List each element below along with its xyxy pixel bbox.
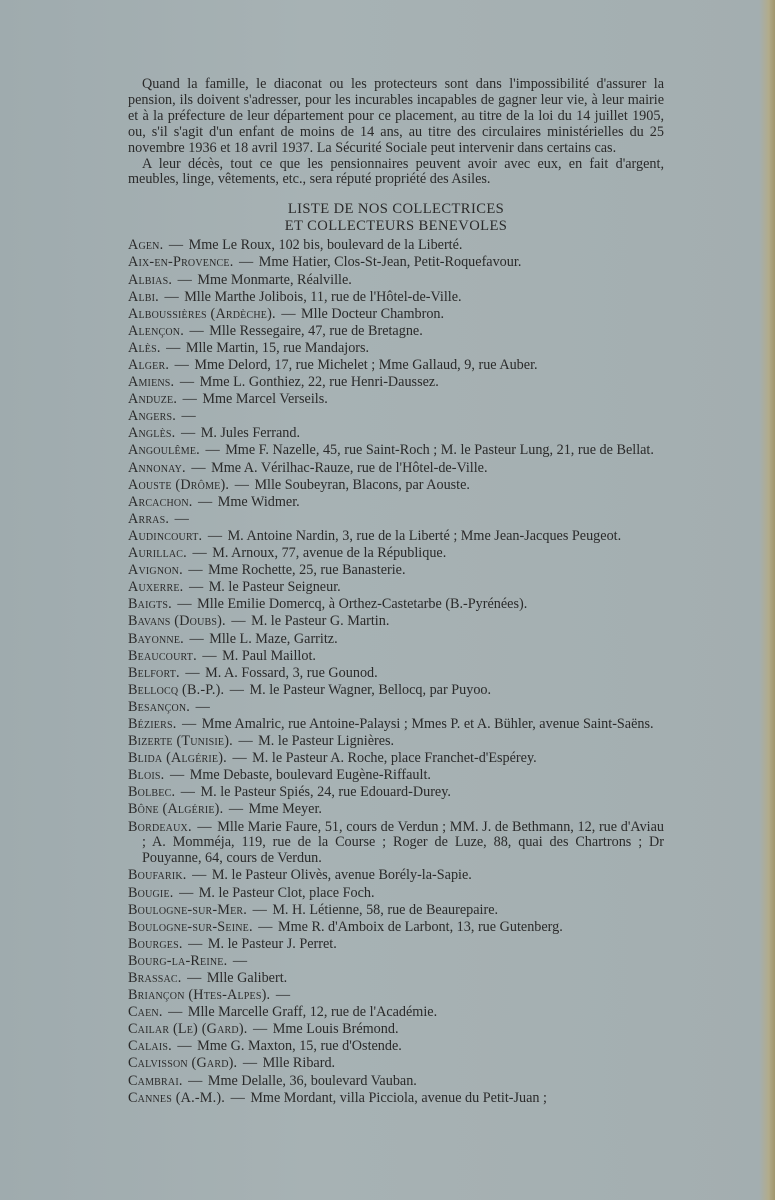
entry-city: Aouste (Drôme). [128, 476, 230, 493]
entry-city: Alès. [128, 339, 161, 356]
entry-text: Mme L. Gonthiez, 22, rue Henri-Daussez. [199, 374, 439, 391]
entry-text: Mme A. Vérilhac-Rauze, rue de l'Hôtel-de-Ville. [211, 459, 488, 476]
entry-text: Mme Amalric, rue Antoine-Palaysi ; Mmes P. et A. Bühler, avenue Saint-Saëns. [201, 715, 654, 732]
entry-city: Blida (Algérie). [128, 750, 227, 767]
entry-city: Anglès. [128, 425, 176, 442]
list-item [128, 1056, 664, 1072]
entry-separator: — [174, 510, 189, 527]
entry-city: Arcachon. [128, 493, 193, 510]
list-item [128, 324, 664, 340]
entry-text: Mme F. Nazelle, 45, rue Saint-Roch ; M. le Pasteur Lung, 21, rue de Bellat. [225, 442, 654, 459]
entry-separator: — [166, 339, 181, 356]
entry-separator: — [188, 562, 203, 579]
entry-separator: — [258, 918, 273, 935]
entry-text: Mme R. d'Amboix de Larbont, 13, rue Gutenberg. [277, 918, 563, 935]
entry-city: Besançon. [128, 698, 191, 715]
entry-city: Albias. [128, 271, 173, 288]
entry-separator: — [180, 784, 195, 801]
list-item [128, 802, 664, 818]
entry-city: Boulogne-sur-Mer. [128, 901, 248, 918]
list-item [128, 1074, 664, 1090]
entry-separator: — [179, 884, 194, 901]
entry-separator: — [281, 305, 296, 322]
entry-text: Mme Delord, 17, rue Michelet ; Mme Gallaud, 9, rue Auber. [194, 357, 538, 373]
list-item [128, 392, 664, 408]
entry-city: Bordeaux. [128, 818, 192, 835]
list-item [128, 649, 664, 665]
list-item [128, 614, 664, 630]
entry-text: M. le Pasteur A. Roche, place Franchet-d'Espérey. [252, 750, 537, 767]
list-item [128, 580, 664, 596]
entry-separator: — [179, 374, 195, 391]
entry-text: M. H. Létienne, 58, rue de Beaurepaire. [272, 901, 499, 918]
entry-city: Amiens. [128, 374, 175, 391]
list-item [128, 1005, 664, 1021]
list-item [128, 734, 664, 750]
entry-separator: — [189, 630, 204, 647]
list-item [128, 512, 664, 528]
entry-text: M. le Pasteur J. Perret. [207, 935, 337, 952]
entry-separator: — [198, 493, 213, 510]
entry-text: M. le Pasteur Seigneur. [208, 579, 341, 596]
entry-text: M. Antoine Nardin, 3, rue de la Liberté ; Mme Jean-Jacques Peugeot. [227, 527, 622, 544]
entry-separator: — [189, 322, 204, 339]
page-content [128, 77, 664, 1108]
entry-text: Mme G. Maxton, 15, rue d'Ostende. [197, 1038, 402, 1055]
list-item [128, 597, 664, 613]
list-item [128, 903, 664, 919]
list-item [128, 868, 664, 884]
list-item [128, 632, 664, 648]
entry-text: M. Arnoux, 77, avenue de la République. [212, 545, 447, 562]
entry-separator: — [188, 935, 203, 952]
entry-city: Bellocq (B.-P.). [128, 681, 225, 698]
entry-city: Bolbec. [128, 784, 176, 801]
entry-separator: — [192, 867, 207, 884]
list-item [128, 971, 664, 987]
entry-city: Arras. [128, 510, 170, 527]
entry-city: Boulogne-sur-Seine. [128, 918, 253, 935]
list-item [128, 1039, 664, 1055]
list-item [128, 700, 664, 716]
entry-separator: — [188, 1072, 203, 1089]
entry-separator: — [234, 476, 249, 493]
entry-text: M. le Pasteur G. Martin. [251, 613, 390, 630]
entry-text: Mme Meyer. [248, 801, 322, 818]
entry-city: Calais. [128, 1038, 172, 1055]
entry-city: Bizerte (Tunisie). [128, 733, 233, 750]
entry-separator: — [181, 408, 196, 425]
entry-city: Alger. [128, 357, 170, 373]
entry-text: Mme Rochette, 25, rue Banasterie. [208, 562, 406, 579]
list-item [128, 988, 664, 1004]
entry-separator: — [191, 459, 206, 476]
entry-separator: — [164, 288, 179, 305]
list-item [128, 666, 664, 682]
entry-separator: — [202, 647, 217, 664]
entry-city: Audincourt. [128, 527, 203, 544]
entry-separator: — [252, 901, 267, 918]
entry-text: Mlle Emilie Domercq, à Orthez-Castetarbe (B.-Pyrénées). [197, 596, 528, 613]
entry-text: Mme Marcel Verseils. [202, 391, 328, 408]
list-item [128, 529, 664, 545]
entry-city: Bône (Algérie). [128, 801, 224, 818]
entry-text: Mlle Docteur Chambron. [301, 305, 445, 322]
entry-city: Alboussières (Ardèche). [128, 305, 276, 322]
entry-city: Calvisson (Gard). [128, 1055, 238, 1072]
entry-text: M. le Pasteur Spiés, 24, rue Edouard-Durey. [200, 784, 451, 801]
entry-city: Anduze. [128, 391, 178, 408]
entry-city: Aix-en-Provence. [128, 254, 234, 271]
entry-text: M. le Pasteur Clot, place Foch. [198, 884, 375, 901]
entry-city: Annonay. [128, 459, 186, 476]
entry-separator: — [229, 681, 244, 698]
list-item [128, 461, 664, 477]
entry-city: Boufarik. [128, 867, 187, 884]
entry-separator: — [242, 1055, 258, 1072]
entry-text: M. le Pasteur Olivès, avenue Borély-la-Sapie. [211, 867, 472, 884]
entry-separator: — [192, 545, 207, 562]
list-item [128, 307, 664, 323]
entry-separator: — [195, 698, 210, 715]
entry-separator: — [182, 391, 197, 408]
list-item [128, 717, 664, 733]
entry-separator: — [238, 254, 254, 271]
list-item [128, 443, 664, 459]
entry-city: Béziers. [128, 715, 177, 732]
entry-text: M. Jules Ferrand. [200, 425, 301, 442]
entry-city: Angers. [128, 408, 176, 425]
entry-text: Mme Hatier, Clos-St-Jean, Petit-Roquefavour. [258, 254, 522, 271]
list-item [128, 409, 664, 425]
entry-text: M. le Pasteur Wagner, Bellocq, par Puyoo. [249, 681, 492, 698]
entry-text: Mme Debaste, boulevard Eugène-Riffault. [189, 767, 431, 784]
list-item [128, 954, 664, 970]
list-item [128, 768, 664, 784]
entry-separator: — [168, 1004, 183, 1021]
intro-paragraph-2: A leur décès, tout ce que les pensionnaires peuvent avoir avec eux, en fait d'argent, meubles, linge, vêtements, etc., sera réputé propriété des Asiles. [128, 155, 664, 188]
list-heading-line-1: LISTE DE NOS COLLECTRICES [287, 201, 505, 218]
list-item [128, 290, 664, 306]
entry-text: Mlle L. Maze, Garritz. [209, 630, 338, 647]
entry-text: Mlle Ribard. [262, 1055, 336, 1072]
list-heading [128, 201, 664, 235]
list-item [128, 238, 664, 254]
entry-separator: — [177, 271, 192, 288]
entry-text: Mlle Marthe Jolibois, 11, rue de l'Hôtel-de-Ville. [184, 288, 462, 305]
entry-city: Blois. [128, 767, 165, 784]
entry-city: Brassac. [128, 970, 182, 986]
list-item [128, 820, 664, 868]
entry-separator: — [207, 527, 223, 544]
list-item [128, 563, 664, 579]
entry-city: Caen. [128, 1004, 163, 1021]
entry-city: Angoulême. [128, 442, 200, 459]
entry-separator: — [177, 596, 192, 613]
entry-text: Mlle Marie Faure, 51, cours de Verdun ; MM. J. de Bethmann, 12, rue d'Aviau ; A. Momméja, 119, rue de la Course ; Roger de Luze, 88, quai des Chartrons ; Dr Pouyanne, 64, cours de Verdun. [142, 818, 665, 867]
entry-separator: — [275, 987, 291, 1004]
entry-separator: — [185, 664, 200, 681]
entry-separator: — [232, 952, 248, 969]
entry-city: Auxerre. [128, 579, 184, 596]
entry-city: Bourges. [128, 935, 183, 952]
entry-separator: — [182, 715, 197, 732]
list-item [128, 751, 664, 767]
entry-city: Cannes (A.-M.). [128, 1089, 226, 1106]
list-item [128, 1091, 664, 1107]
entry-separator: — [238, 733, 253, 750]
entry-city: Albi. [128, 288, 159, 305]
list-item [128, 273, 664, 289]
entry-city: Aurillac. [128, 545, 187, 562]
entry-text: Mlle Galibert. [206, 970, 288, 986]
entry-text: M. A. Fossard, 3, rue Gounod. [205, 664, 378, 681]
list-item [128, 478, 664, 494]
entry-separator: — [180, 425, 196, 442]
list-item [128, 358, 664, 374]
entry-city: Briançon (Htes-Alpes). [128, 987, 271, 1004]
list-heading-line-2: ET COLLECTEURS BENEVOLES [284, 218, 508, 235]
entry-text: Mlle Martin, 15, rue Mandajors. [185, 339, 370, 356]
list-item [128, 1022, 664, 1038]
list-item [128, 683, 664, 699]
entry-city: Alençon. [128, 322, 184, 339]
list-item [128, 886, 664, 902]
entry-text: Mme Widmer. [217, 493, 300, 510]
entry-text: Mlle Marcelle Graff, 12, rue de l'Académie. [187, 1004, 438, 1021]
list-item [128, 255, 664, 271]
list-item [128, 546, 664, 562]
entry-separator: — [168, 237, 184, 254]
entry-city: Bougie. [128, 884, 174, 901]
list-item [128, 937, 664, 953]
entry-city: Agen. [128, 237, 164, 254]
entry-text: Mme Le Roux, 102 bis, boulevard de la Liberté. [188, 237, 463, 254]
entry-text: Mme Monmarte, Réalville. [197, 271, 352, 288]
list-item [128, 785, 664, 801]
intro-paragraph-1: Quand la famille, le diaconat ou les protecteurs sont dans l'impossibilité d'assurer la pension, ils doivent s'adresser, pour les incurables incapables de gagner leur vie, à leur mairie et à la préfecture de leur département pour ce placement, au titre de la loi du 14 juillet 1905, ou, s'il s'agit d'un enfant de moins de 14 ans, au titre des circulaires ministérielles du 25 novembre 1936 et 18 avril 1937. La Sécurité Sociale peut intervenir dans certains cas. [128, 76, 664, 156]
entry-separator: — [197, 818, 212, 835]
entry-city: Bavans (Doubs). [128, 613, 226, 630]
entry-separator: — [228, 801, 244, 818]
entry-text: Mme Delalle, 36, boulevard Vauban. [207, 1072, 417, 1089]
entry-separator: — [188, 579, 204, 596]
list-item [128, 426, 664, 442]
entry-separator: — [187, 970, 202, 986]
entry-separator: — [232, 750, 247, 767]
entry-separator: — [174, 357, 189, 373]
list-item [128, 920, 664, 936]
list-item [128, 495, 664, 511]
collector-list [128, 238, 664, 1106]
entry-city: Baigts. [128, 596, 172, 613]
entry-city: Beaucourt. [128, 647, 197, 664]
entry-separator: — [205, 442, 220, 459]
entry-text: Mlle Ressegaire, 47, rue de Bretagne. [209, 322, 423, 339]
entry-separator: — [231, 613, 246, 630]
entry-separator: — [230, 1089, 245, 1106]
entry-city: Avignon. [128, 562, 183, 579]
entry-city: Belfort. [128, 664, 180, 681]
entry-text: M. Paul Maillot. [222, 647, 316, 664]
entry-text: Mlle Soubeyran, Blacons, par Aouste. [254, 476, 470, 493]
entry-city: Cambrai. [128, 1072, 183, 1089]
entry-separator: — [169, 767, 185, 784]
list-item [128, 375, 664, 391]
entry-city: Bourg-la-Reine. [128, 952, 228, 969]
page-edge [759, 0, 775, 1200]
entry-text: Mme Mordant, villa Picciola, avenue du Petit-Juan ; [250, 1089, 548, 1106]
entry-text: Mme Louis Brémond. [272, 1021, 399, 1038]
entry-text: M. le Pasteur Lignières. [258, 733, 395, 750]
list-item [128, 341, 664, 357]
entry-separator: — [177, 1038, 192, 1055]
entry-city: Cailar (Le) (Gard). [128, 1021, 248, 1038]
entry-separator: — [253, 1021, 268, 1038]
entry-city: Bayonne. [128, 630, 184, 647]
